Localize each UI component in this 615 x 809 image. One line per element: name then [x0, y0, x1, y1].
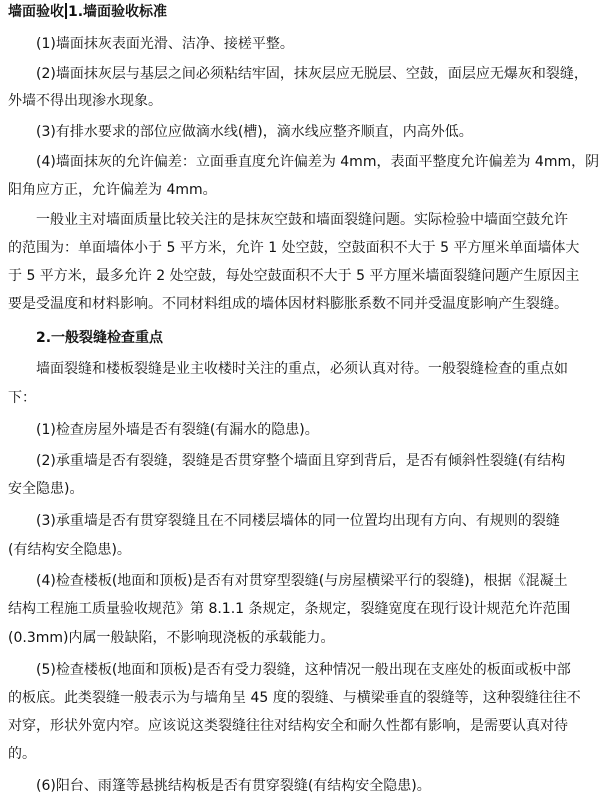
crack-item-2-line-1: (2)承重墙是否有裂缝，裂缝是否贯穿整个墙面且穿到背后，是否有倾斜性裂缝(有结构 — [36, 453, 566, 469]
item-4-line-2: 阳角应方正，允许偏差为 4mm。 — [8, 182, 217, 198]
item-2-line-1: (2)墙面抹灰层与基层之间必须粘结牢固，抹灰层应无脱层、空鼓，面层应无爆灰和裂缝， — [36, 66, 588, 82]
crack-item-4-line-3: (0.3mm)内属一般缺陷，不影响现浇板的承载能力。 — [8, 630, 335, 646]
item-2-line-2: 外墙不得出现渗水现象。 — [8, 93, 162, 109]
para-1-line-3: 于 5 平方米，最多允许 2 处空鼓，每处空鼓面积不大于 5 平方厘米墙面裂缝问题产生原因主 — [8, 268, 580, 284]
crack-item-2-line-2: 安全隐患)。 — [8, 481, 84, 497]
item-4-line-1: (4)墙面抹灰的允许偏差：立面垂直度允许偏差为 4mm，表面平整度允许偏差为 4mm，阴 — [36, 154, 600, 170]
crack-item-5-line-2: 的板底。此类裂缝一般表示为与墙角呈 45 度的裂缝、与横梁垂直的裂缝等，这种裂缝往往不 — [8, 690, 581, 706]
crack-item-5-line-1: (5)检查楼板(地面和顶板)是否有受力裂缝，这种情况一般出现在支座处的板面或板中部 — [36, 662, 571, 678]
crack-item-1-line-1: (1)检查房屋外墙是否有裂缝(有漏水的隐患)。 — [36, 422, 319, 438]
section-2-heading: 2.一般裂缝检查重点 — [36, 330, 164, 346]
crack-item-5-line-3: 对穿，形状外宽内窄。应该说这类裂缝往往对结构安全和耐久性都有影响，是需要认真对待 — [8, 718, 568, 734]
crack-item-5-line-4: 的。 — [8, 746, 36, 762]
section-2-intro-line-2: 下： — [8, 390, 36, 406]
crack-item-6-line-1: (6)阳台、雨篷等悬挑结构板是否有贯穿裂缝(有结构安全隐患)。 — [36, 778, 431, 794]
crack-item-3-line-2: (有结构安全隐患)。 — [8, 542, 131, 558]
text-cursor — [65, 3, 67, 19]
item-1-line-1: (1)墙面抹灰表面光滑、洁净、接槎平整。 — [36, 36, 294, 52]
item-3-line-1: (3)有排水要求的部位应做滴水线(槽)，滴水线应整齐顺直，内高外低。 — [36, 124, 473, 140]
para-1-line-2: 的范围为：单面墙体小于 5 平方米，允许 1 处空鼓，空鼓面积不大于 5 平方厘米单面墙体大 — [8, 240, 580, 256]
title-right: 1.墙面验收标准 — [68, 4, 168, 20]
crack-item-4-line-1: (4)检查楼板(地面和顶板)是否有对贯穿型裂缝(与房屋横梁平行的裂缝)，根据《混凝土 — [36, 573, 568, 589]
section-2-intro-line-1: 墙面裂缝和楼板裂缝是业主收楼时关注的重点，必须认真对待。一般裂缝检查的重点如 — [36, 361, 568, 377]
para-1-line-1: 一般业主对墙面质量比较关注的是抹灰空鼓和墙面裂缝问题。实际检验中墙面空鼓允许 — [36, 212, 568, 228]
page-title — [0, 2, 615, 22]
crack-item-4-line-2: 结构工程施工质量验收规范》第 8.1.1 条规定，条规定，裂缝宽度在现行设计规范允许范围 — [8, 601, 571, 617]
crack-item-3-line-1: (3)承重墙是否有贯穿裂缝且在不同楼层墙体的同一位置均出现有方向、有规则的裂缝 — [36, 513, 560, 529]
title-left: 墙面验收 — [8, 4, 64, 20]
para-1-line-4: 要是受温度和材料影响。不同材料组成的墙体因材料膨胀系数不同并受温度影响产生裂缝。 — [8, 296, 568, 312]
